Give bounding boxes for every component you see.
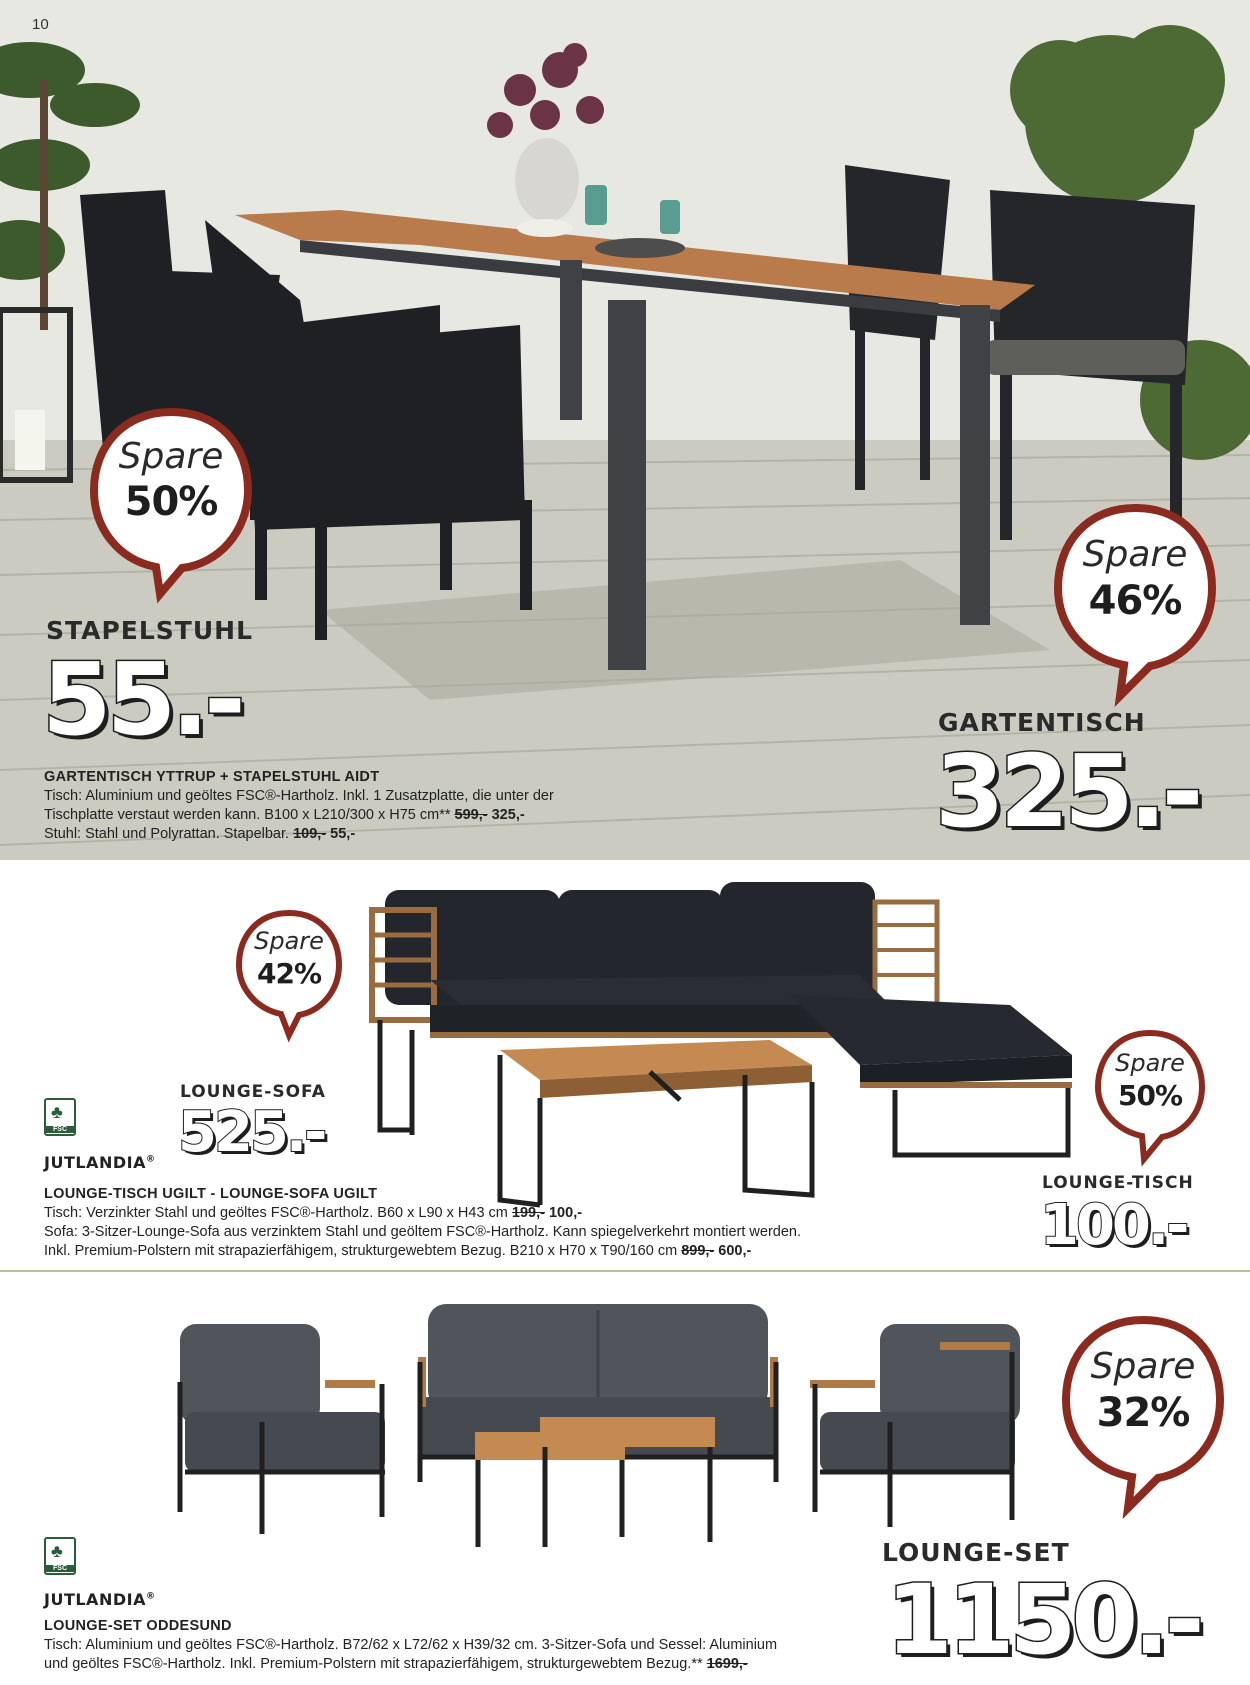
fsc-text: FSC xyxy=(46,1126,74,1133)
description-title: GARTENTISCH YTTRUP + STAPELSTUHL AIDT xyxy=(44,769,380,785)
description-line: Sofa: 3-Sitzer-Lounge-Sofa aus verzinktem Stahl und geöltem FSC®-Hartholz. Kann spiegelverkehrt montiert werden. xyxy=(44,1224,801,1240)
description-line: und geöltes FSC®-Hartholz. Inkl. Premium-Polstern mit strapazierfähigem, strukturgewebtem Bezug.** 1699,- xyxy=(44,1656,748,1672)
brand-logo: JUTLANDIA® xyxy=(44,1590,156,1609)
tree-icon: ♣ xyxy=(51,1541,63,1561)
new-price: 55,- xyxy=(326,826,356,842)
chair-label: STAPELSTUHL xyxy=(46,616,254,645)
save-bubble-percent: 50% xyxy=(124,479,218,525)
lounge-ugilt-section xyxy=(0,860,1250,1270)
set-price: 1150.- xyxy=(886,1564,1200,1676)
description-title: LOUNGE-SET ODDESUND xyxy=(44,1618,232,1634)
save-bubble-word: Spare xyxy=(1090,1346,1196,1387)
table-price: 325.- xyxy=(935,733,1199,850)
save-bubble-word: Spare xyxy=(1115,1049,1185,1077)
tree-icon: ♣ xyxy=(51,1102,63,1122)
save-bubble-set xyxy=(1058,1312,1228,1508)
old-price: 899,- xyxy=(681,1243,715,1259)
dining-set-description xyxy=(44,768,724,844)
old-price: 1699,- xyxy=(706,1656,748,1672)
save-bubble-percent: 46% xyxy=(1088,578,1182,624)
description-line: Tisch: Verzinkter Stahl und geöltes FSC®-Hartholz. B60 x L90 x H43 cm 199,- 100,- xyxy=(44,1205,583,1221)
description-line: Inkl. Premium-Polstern mit strapazierfähigem, strukturgewebtem Bezug. B210 x H70 x T90/160 cm 899,- 600,- xyxy=(44,1243,752,1259)
page-number: 10 xyxy=(32,16,49,33)
chair-price: 55.- xyxy=(42,641,241,758)
lounge-table-price: 100.- xyxy=(1040,1193,1187,1258)
save-bubble-sofa xyxy=(233,907,345,1035)
save-bubble-word: Spare xyxy=(1082,534,1188,575)
save-bubble-word: Spare xyxy=(118,436,224,477)
fsc-logo xyxy=(44,1098,76,1136)
brand-logo: JUTLANDIA® xyxy=(44,1153,156,1172)
sofa-label: LOUNGE-SOFA xyxy=(180,1082,326,1102)
save-bubble-lounge-table xyxy=(1092,1027,1208,1159)
old-price: 199,- xyxy=(511,1205,545,1221)
save-bubble-table xyxy=(1050,500,1220,696)
set-label: LOUNGE-SET xyxy=(882,1538,1070,1567)
fsc-logo xyxy=(44,1537,76,1575)
description-line: Tisch: Aluminium und geöltes FSC®-Hartholz. Inkl. 1 Zusatzplatte, die unter der xyxy=(44,788,554,804)
sofa-price: 525.- xyxy=(178,1100,325,1165)
new-price: 325,- xyxy=(487,807,525,823)
description-title: LOUNGE-TISCH UGILT - LOUNGE-SOFA UGILT xyxy=(44,1186,378,1202)
save-bubble-percent: 42% xyxy=(256,957,322,990)
description-line: Tischplatte verstaut werden kann. B100 x L210/300 x H75 cm** 599,- 325,- xyxy=(44,807,525,823)
old-price: 109,- xyxy=(293,826,327,842)
lounge-oddesund-section xyxy=(0,1272,1250,1685)
fsc-text: FSC xyxy=(46,1565,74,1572)
save-bubble-percent: 50% xyxy=(1117,1079,1183,1112)
oddesund-description xyxy=(44,1617,864,1674)
new-price: 100,- xyxy=(544,1205,583,1221)
save-bubble-word: Spare xyxy=(254,927,324,955)
save-bubble-chair xyxy=(86,404,256,594)
lounge-table-label: LOUNGE-TISCH xyxy=(1042,1173,1194,1193)
table-label: GARTENTISCH xyxy=(938,708,1146,737)
new-price: 600,- xyxy=(714,1243,752,1259)
ugilt-description xyxy=(44,1185,944,1261)
save-bubble-percent: 32% xyxy=(1096,1390,1190,1436)
old-price: 599,- xyxy=(454,807,488,823)
description-line: Stuhl: Stahl und Polyrattan. Stapelbar. 109,- 55,- xyxy=(44,826,356,842)
description-line: Tisch: Aluminium und geöltes FSC®-Hartholz. B72/62 x L72/62 x H39/32 cm. 3-Sitzer-Sofa und Sessel: Aluminium xyxy=(44,1637,778,1653)
